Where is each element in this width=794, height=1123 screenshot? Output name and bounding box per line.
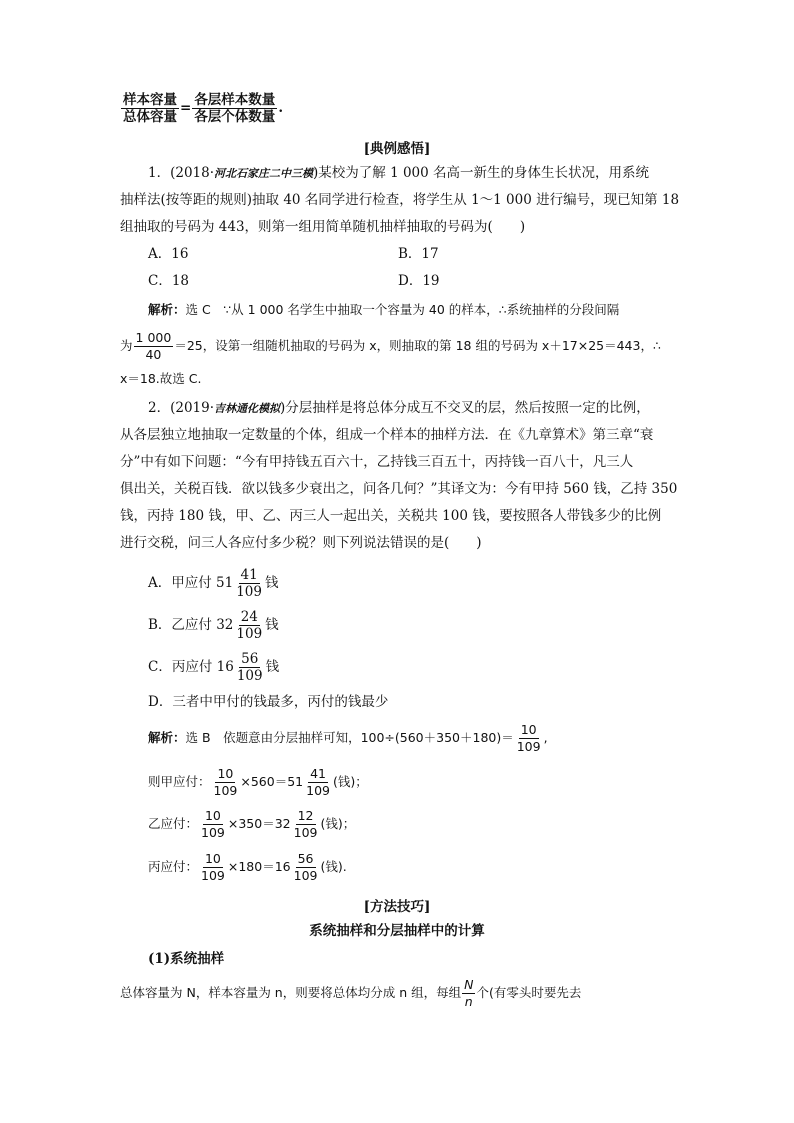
q1-line1: 1．(2018·河北石家庄二中三模)某校为了解 1 000 名高一新生的身体生长状况，用系统 (148, 165, 650, 181)
q1-option-d: D．19 (398, 273, 440, 289)
q2-line6: 进行交税，问三人各应付多少税？则下列说法错误的是( ) (120, 535, 482, 551)
fraction: $\frac{41}{109}$ (306, 766, 330, 798)
method-line: 总体容量为 N，样本容量为 n，则要将总体均分成 n 组，每组 $\frac{N}{n}$ 个(有零头时要先去 (120, 977, 582, 1009)
fraction: $\frac{10}{109}$ (516, 722, 541, 754)
fraction: $\frac{10}{109}$ (213, 766, 238, 798)
section-title-dianli: [典例感悟] (363, 141, 431, 157)
fraction: $\frac{N}{n}$ (464, 977, 474, 1009)
q2-option-d: D．三者中甲付的钱最多，丙付的钱最少 (148, 694, 389, 710)
q2-solution-jia: 则甲应付： $\frac{10}{109}$ ×560＝51 $\frac{41}{109}$ (钱)； (148, 766, 368, 798)
fraction: $\frac{56}{109}$ (293, 851, 318, 883)
q2-line4: 俱出关，关税百钱．欲以钱多少衰出之，问各几何？”其译文为：今有甲持 560 钱，乙持 350 (120, 481, 678, 497)
fraction: $\frac{10}{109}$ (201, 851, 225, 883)
q2-solution-bing: 丙应付： $\frac{10}{109}$ ×180＝16 $\frac{56}{109}$ (钱). (148, 851, 347, 883)
q1-solution-line3: x＝18.故选 C. (120, 371, 202, 386)
method-item-1: (1)系统抽样 (148, 951, 225, 967)
fraction: $\frac{41}{109}$ (236, 567, 262, 600)
q1-option-a: A．16 (148, 246, 189, 262)
fraction: $\frac{56}{109}$ (236, 651, 263, 684)
q2-line2: 从各层独立地抽取一定数量的个体，组成一个样本的抽样方法．在《九章算术》第三章“衰 (120, 427, 654, 443)
q2-line3: 分”中有如下问题：“今有甲持钱五百六十，乙持钱三百五十，丙持钱一百八十，凡三人 (120, 454, 634, 470)
q2-option-b: B．乙应付 32 $\frac{24}{109}$ 钱 (148, 609, 279, 642)
section-title-fangfa: [方法技巧] (363, 899, 431, 915)
fraction: $\frac{12}{109}$ (293, 808, 318, 840)
fraction: $\frac{1 000}{40}$ (135, 330, 172, 362)
q2-solution-line1: 解析：选 B 依题意由分层抽样可知，100÷(560＋350＋180)＝ $\frac{10}{109}$ , (148, 722, 548, 754)
q2-line1: 2．(2019·吉林通化模拟)分层抽样是将总体分成互不交叉的层，然后按照一定的比例， (148, 400, 650, 416)
fraction: $\frac{10}{109}$ (201, 808, 225, 840)
q2-solution-yi: 乙应付： $\frac{10}{109}$ ×350＝32 $\frac{12}{109}$ (钱)； (148, 808, 356, 840)
intro-formula: $\frac{\text{样本容量}}{\text{总体容量}}$ = $\frac{\text{各层样本数量}}{\text{各层个体数量}}$ . (123, 92, 284, 125)
fraction: $\frac{\text{各层样本数量}}{\text{各层个体数量}}$ (194, 92, 276, 125)
q1-line2: 抽样法(按等距的规则)抽取 40 名同学进行检查，将学生从 1～1 000 进行编号，现已知第 18 (120, 192, 680, 208)
fraction: $\frac{24}{109}$ (236, 609, 263, 642)
q1-line3: 组抽取的号码为 443，则第一组用简单随机抽样抽取的号码为( ) (120, 219, 526, 235)
q2-option-a: A．甲应付 51 $\frac{41}{109}$ 钱 (148, 567, 279, 600)
section-subtitle: 系统抽样和分层抽样中的计算 (309, 923, 485, 939)
q1-solution-line1: 解析：选 C ∵从 1 000 名学生中抽取一个容量为 40 的样本，∴系统抽样的分段间隔 (148, 302, 620, 317)
q2-line5: 钱，丙持 180 钱，甲、乙、丙三人一起出关，关税共 100 钱，要按照各人带钱多少的比例 (120, 508, 662, 524)
q2-option-c: C．丙应付 16 $\frac{56}{109}$ 钱 (148, 651, 280, 684)
q1-option-b: B．17 (398, 246, 439, 262)
q1-option-c: C．18 (148, 273, 190, 289)
q1-solution-line2: 为 $\frac{1 000}{40}$ ＝25，设第一组随机抽取的号码为 x，则抽取的第 18 组的号码为 x＋17×25＝443，∴ (120, 330, 661, 362)
fraction: $\frac{\text{样本容量}}{\text{总体容量}}$ (123, 92, 177, 125)
